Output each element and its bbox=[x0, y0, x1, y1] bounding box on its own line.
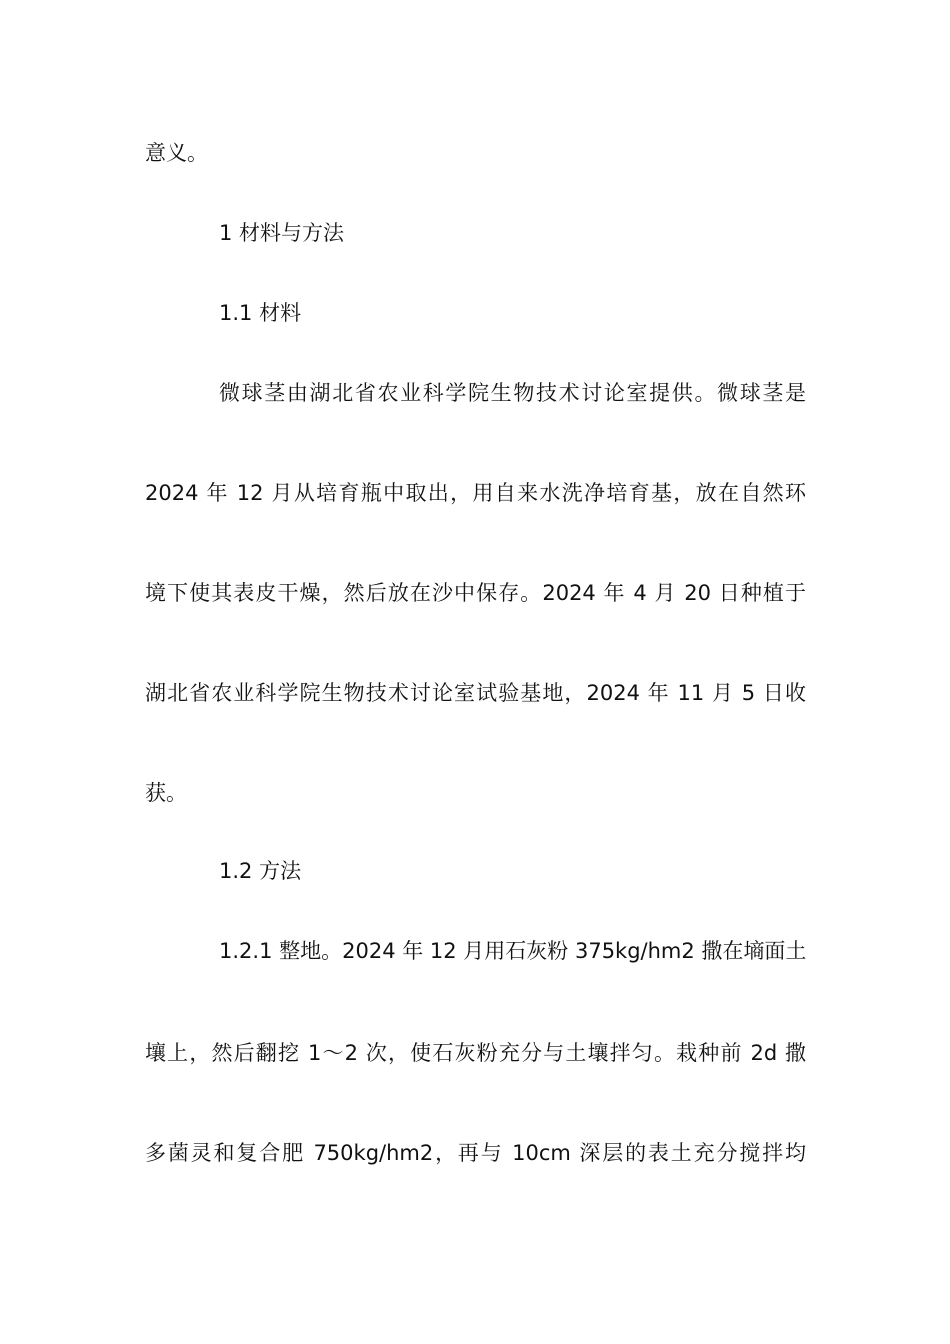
subsection-heading: 1.1 材料 bbox=[219, 301, 302, 325]
paragraph-line: 获。 bbox=[145, 781, 187, 805]
paragraph-line: 1.2.1 整地。2024 年 12 月用石灰粉 375kg/hm2 撒在墒面土 bbox=[219, 939, 807, 963]
paragraph-line: 湖北省农业科学院生物技术讨论室试验基地，2024 年 11 月 5 日收 bbox=[145, 681, 806, 705]
section-heading: 1 材料与方法 bbox=[219, 221, 345, 245]
paragraph-line: 微球茎由湖北省农业科学院生物技术讨论室提供。微球茎是 bbox=[219, 381, 806, 405]
paragraph-line: 意义。 bbox=[145, 141, 208, 165]
paragraph-line: 2024 年 12 月从培育瓶中取出，用自来水洗净培育基，放在自然环 bbox=[145, 481, 806, 505]
paragraph-line: 壤上，然后翻挖 1～2 次，使石灰粉充分与土壤拌匀。栽种前 2d 撒 bbox=[145, 1041, 806, 1065]
subsection-heading: 1.2 方法 bbox=[219, 859, 302, 883]
paragraph-line: 多菌灵和复合肥 750kg/hm2，再与 10cm 深层的表土充分搅拌均 bbox=[145, 1141, 806, 1165]
paragraph-line: 境下使其表皮干燥，然后放在沙中保存。2024 年 4 月 20 日种植于 bbox=[145, 581, 806, 605]
